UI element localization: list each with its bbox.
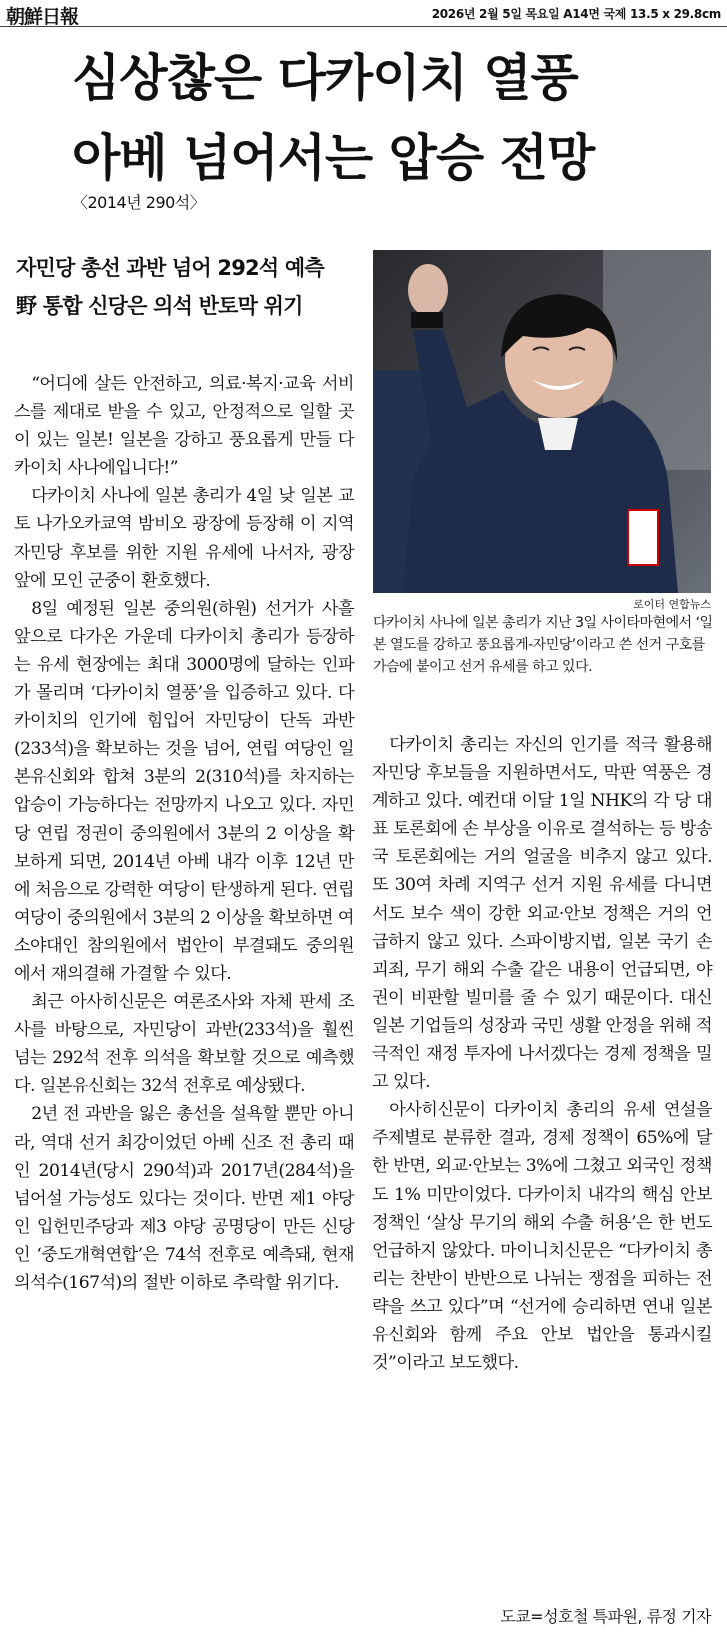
publication-info: 2026년 2월 5일 목요일 A14면 국제 13.5 x 29.8cm: [431, 7, 721, 21]
article-column-2: [372, 731, 712, 1377]
subheadline-2: 野 통합 신당은 의석 반토막 위기: [16, 294, 303, 318]
paragraph: 2년 전 과반을 잃은 총선을 설욕할 뿐만 아니라, 역대 선거 최강이었던 아베 신조 전 총리 때인 2014년(당시 290석)과 2017년(284석)을 넘어설 가능성도 있다는 것이다. 반면 제1 야당인 입헌민주당과 제3 야당 공명당이 만든 신당인 ‘중도개혁연합’은 74석 전후로 예측돼, 현재 의석수(167석)의 절반 이하로 추락할 위기다.: [14, 1104, 354, 1293]
paragraph: 아사히신문이 다카이치 총리의 유세 연설을 주제별로 분류한 결과, 경제 정책이 65%에 달한 반면, 외교·안보는 3%에 그쳤고 외국인 정책도 1% 미만이었다. 다카이치 내각의 핵심 안보 정책인 ‘살상 무기의 해외 수출 허용’은 한 번도 언급하지 않았다. 마이니치신문은 “다카이치 총리는 찬반이 반반으로 나뉘는 쟁점을 피하는 전략을 쓰고 있다”며 “선거에 승리하면 연내 일본유신회와 함께 주요 안보 법안을 통과시킬 것”이라고 보도했다.: [372, 1100, 712, 1374]
paragraph: 다카이치 사나에 일본 총리가 4일 낮 일본 교토 나가오카쿄역 밤비오 광장에 등장해 이 지역 자민당 후보를 위한 지원 유세에 나서자, 광장 앞에 모인 군중이 환호했다.: [14, 486, 354, 591]
headline-line-2: 아베 넘어서는 압승 전망: [72, 129, 595, 187]
byline: 도쿄=성호철 특파원, 류정 기자: [500, 1607, 711, 1626]
paragraph: 8일 예정된 일본 중의원(하원) 선거가 사흘 앞으로 다가온 가운데 다카이치 총리가 등장하는 유세 현장에는 최대 3000명에 달하는 인파가 몰리며 ‘다카이치 열풍’을 입증하고 있다. 다카이치의 인기에 힘입어 자민당이 단독 과반(233석)을 확보하는 것을 넘어, 연립 여당인 일본유신회와 합쳐 3분의 2(310석)를 차지하는 압승이 가능하다는 전망까지 나오고 있다. 자민당 연립 정권이 중의원에서 3분의 2 이상을 확보하게 되면, 2014년 아베 내각 이후 12년 만에 처음으로 강력한 여당이 탄생하게 된다. 연립 여당이 중의원에서 3분의 2 이상을 확보하면 여소야대인 참의원에서 법안이 부결돼도 중의원에서 재의결해 가결할 수 있다.: [14, 598, 354, 984]
article-column-1: [14, 370, 354, 1297]
photo-credit: 로이터 연합뉴스: [633, 598, 711, 611]
masthead: [0, 0, 727, 27]
news-photo: [373, 250, 711, 593]
photo-illustration: [373, 250, 711, 593]
newspaper-logo: 朝鮮日報: [6, 6, 79, 28]
paragraph: 최근 아사히신문은 여론조사와 자체 판세 조사를 바탕으로, 자민당이 과반(233석)을 훨씬 넘는 292석 전후 의석을 확보할 것으로 예측했다. 일본유신회는 32석 전후로 예상됐다.: [14, 992, 354, 1097]
headline-line-1: 심상찮은 다카이치 열풍: [72, 49, 578, 107]
photo-caption: 다카이치 사나에 일본 총리가 지난 3일 사이타마현에서 ‘일본 열도를 강하고 풍요롭게-자민당’이라고 쓴 선거 구호를 가슴에 붙이고 선거 유세를 하고 있다.: [373, 615, 713, 675]
subheadline-1: 자민당 총선 과반 넘어 292석 예측: [16, 256, 324, 280]
campaign-sign: [628, 510, 658, 565]
paragraph: “어디에 살든 안전하고, 의료·복지·교육 서비스를 제대로 받을 수 있고, 안정적으로 일할 곳이 있는 일본! 일본을 강하고 풍요롭게 만들 다카이치 사나에입니다!”: [14, 374, 354, 479]
paragraph: 다카이치 총리는 자신의 인기를 적극 활용해 자민당 후보들을 지원하면서도, 막판 역풍은 경계하고 있다. 예컨대 이달 1일 NHK의 각 당 대표 토론회에 손 부상을 이유로 결석하는 등 방송국 토론회에는 거의 얼굴을 비추지 않고 있다. 또 30여 차례 지역구 선거 지원 유세를 다니면서도 보수 색이 강한 외교·안보 정책은 거의 언급하지 않고 있다. 스파이방지법, 일본 국기 손괴죄, 무기 해외 수출 같은 내용이 언급되면, 야권이 비판할 빌미를 줄 수 있기 때문이다. 대신 일본 기업들의 성장과 국민 생활 안정을 위해 적극적인 재정 투자에 나서겠다는 경제 정책을 밀고 있다.: [372, 735, 712, 1093]
headline-note: 〈2014년 290석〉: [72, 193, 206, 212]
